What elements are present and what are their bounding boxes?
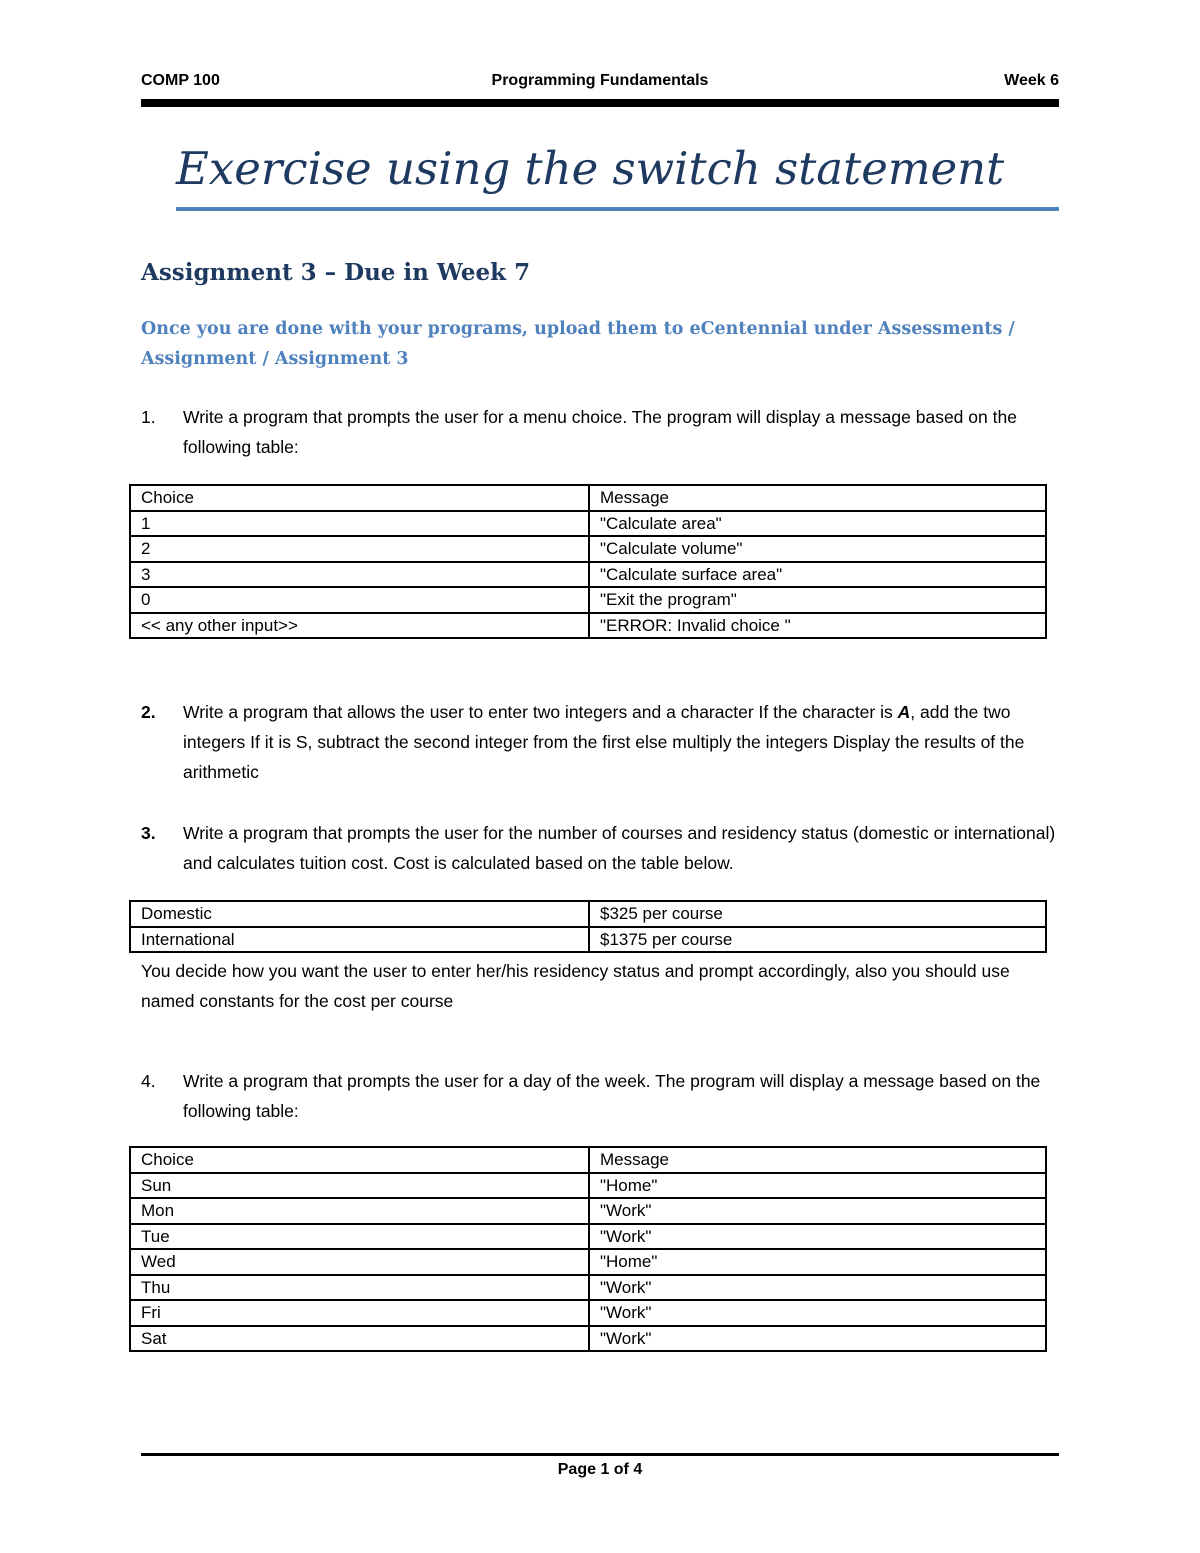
page-number: Page 1 of 4	[557, 1461, 643, 1478]
table-row	[130, 1275, 1046, 1301]
table-cell: "Calculate area"	[589, 511, 1046, 537]
table-cell: "Calculate surface area"	[589, 562, 1046, 588]
day-table	[129, 1146, 1047, 1352]
question-text: Write a program that prompts the user for a menu choice. The program will display a message based on the following table:	[183, 407, 1017, 457]
question-text: Write a program that prompts the user for the number of courses and residency status (domestic or international) and calculates tuition cost. Cost is calculated based on the table below.	[183, 823, 1056, 873]
header-rule	[141, 99, 1059, 107]
table-header-cell: Choice	[130, 485, 589, 511]
table-cell: International	[130, 927, 589, 953]
table-row	[130, 536, 1046, 562]
table-cell: "Work"	[589, 1275, 1046, 1301]
upload-note: Once you are done with your programs, upload them to eCentennial under Assessments / Assignment / Assignment 3	[141, 319, 1015, 369]
table-cell: Sun	[130, 1173, 589, 1199]
table-row	[130, 1326, 1046, 1352]
question-number: 1.	[141, 407, 156, 427]
table-cell: Wed	[130, 1249, 589, 1275]
table-row	[130, 1249, 1046, 1275]
table-header-cell: Choice	[130, 1147, 589, 1173]
course-name: Programming Fundamentals	[491, 72, 709, 89]
table-header-row	[130, 485, 1046, 511]
table-cell: 1	[130, 511, 589, 537]
table-cell: Thu	[130, 1275, 589, 1301]
menu-table	[129, 484, 1047, 639]
week-label: Week 6	[1004, 72, 1059, 89]
question-text: Write a program that prompts the user for a day of the week. The program will display a message based on the following table:	[183, 1071, 1041, 1121]
table-row	[130, 901, 1046, 927]
table-row	[130, 562, 1046, 588]
table-cell: $1375 per course	[589, 927, 1046, 953]
table-cell: "ERROR: Invalid choice "	[589, 613, 1046, 639]
table-header-cell: Message	[589, 1147, 1046, 1173]
table-cell: 0	[130, 587, 589, 613]
tuition-table	[129, 900, 1047, 953]
title-rule	[176, 207, 1059, 211]
question-number: 3.	[141, 823, 156, 843]
footer-rule	[141, 1453, 1059, 1456]
table-row	[130, 927, 1046, 953]
table-cell: << any other input>>	[130, 613, 589, 639]
page-title: Exercise using the switch statement	[176, 142, 1005, 195]
tuition-note: You decide how you want the user to enter her/his residency status and prompt accordingly, also you should use named constants for the cost per course	[141, 961, 1010, 1011]
table-cell: 3	[130, 562, 589, 588]
table-row	[130, 613, 1046, 639]
question-text	[183, 697, 1063, 787]
table-cell: Fri	[130, 1300, 589, 1326]
table-cell: Tue	[130, 1224, 589, 1250]
course-code: COMP 100	[141, 72, 220, 89]
table-cell: $325 per course	[589, 901, 1046, 927]
table-cell: "Work"	[589, 1326, 1046, 1352]
table-cell: "Calculate volume"	[589, 536, 1046, 562]
table-cell: "Home"	[589, 1249, 1046, 1275]
table-row	[130, 587, 1046, 613]
table-cell: "Home"	[589, 1173, 1046, 1199]
question-number: 4.	[141, 1071, 156, 1091]
table-cell: "Work"	[589, 1300, 1046, 1326]
table-cell: 2	[130, 536, 589, 562]
table-header-row	[130, 1147, 1046, 1173]
question-text-part: Write a program that allows the user to enter two integers and a character If the character is	[183, 702, 898, 722]
page-header	[141, 72, 1059, 94]
table-cell: Sat	[130, 1326, 589, 1352]
question-text-part: , add the two integers If it is S, subtract the second integer from the first else multiply the integers Display the results of the arithmetic	[183, 702, 1025, 782]
table-cell: Mon	[130, 1198, 589, 1224]
table-cell: Domestic	[130, 901, 589, 927]
table-row	[130, 1300, 1046, 1326]
question-number: 2.	[141, 702, 156, 722]
table-row	[130, 1173, 1046, 1199]
table-cell: "Work"	[589, 1198, 1046, 1224]
table-row	[130, 1198, 1046, 1224]
table-cell: "Exit the program"	[589, 587, 1046, 613]
table-header-cell: Message	[589, 485, 1046, 511]
table-row	[130, 511, 1046, 537]
table-row	[130, 1224, 1046, 1250]
assignment-heading: Assignment 3 – Due in Week 7	[141, 259, 531, 286]
emphasized-char: A	[897, 702, 911, 722]
table-cell: "Work"	[589, 1224, 1046, 1250]
